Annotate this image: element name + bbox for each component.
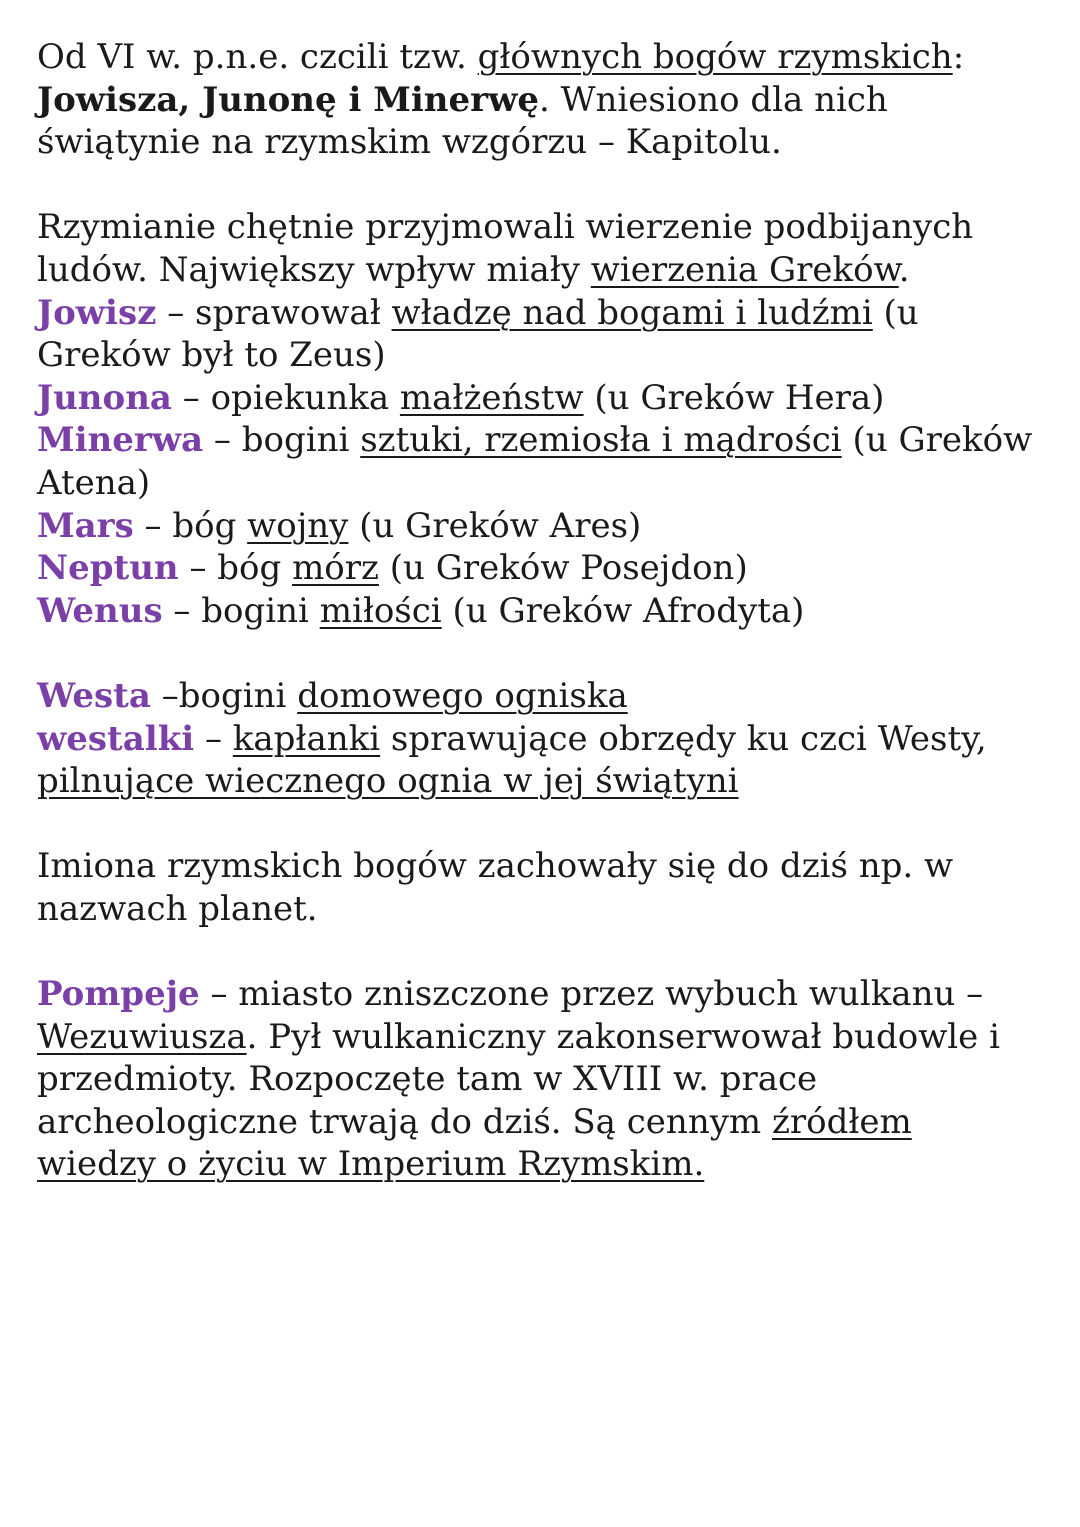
paragraph-westa: [37, 675, 1040, 803]
paragraph-planets: [37, 845, 1040, 930]
text: – bogini: [203, 420, 361, 461]
underlined-term: mórz: [292, 548, 379, 589]
text: sprawujące obrzędy ku czci Westy,: [380, 718, 987, 759]
underlined-term: domowego ogniska: [297, 675, 628, 716]
underlined-term: władzę nad bogami i ludźmi: [391, 292, 873, 333]
text: .: [898, 249, 910, 290]
underlined-term: sztuki, rzemiosła i mądrości: [360, 420, 842, 461]
god-entry-wenus: [37, 590, 1040, 633]
paragraph-greek-influence: [37, 206, 1040, 632]
god-name: Neptun: [37, 548, 179, 589]
underlined-term: kapłanki: [232, 718, 381, 759]
god-entry-neptun: [37, 547, 1040, 590]
god-name: Wenus: [37, 590, 163, 631]
text: . Wniesiono dla nich świątynie na rzymskim wzgórzu – Kapitolu.: [37, 79, 888, 163]
text: (u Greków Posejdon): [378, 548, 748, 589]
underlined-term: źródłem wiedzy o życiu w Imperium Rzymskim.: [37, 1101, 912, 1185]
text: Imiona rzymskich bogów zachowały się do dziś np. w nazwach planet.: [37, 846, 954, 929]
paragraph-pompeje: [37, 973, 1040, 1186]
god-name: Mars: [37, 505, 134, 546]
god-entry-junona: [37, 377, 1040, 420]
underlined-term: Wezuwiusza: [37, 1016, 247, 1057]
god-entry-jowisz: [37, 292, 1040, 377]
text: – miasto zniszczone przez wybuch wulkanu –: [199, 974, 984, 1015]
term-name: westalki: [37, 718, 195, 759]
text: . Pył wulkaniczny zakonserwował budowle i przedmioty. Rozpoczęte tam w XVIII w. prace archeologiczne trwają do dziś. Są cennym: [37, 1016, 1000, 1142]
text: (u Greków Atena): [37, 420, 1033, 503]
westa-entry: [37, 675, 1040, 718]
underlined-term: wierzenia Greków: [590, 249, 899, 290]
god-entry-mars: [37, 505, 1040, 548]
text: (u Greków Ares): [348, 505, 642, 546]
text: – sprawował: [156, 292, 392, 333]
god-name: Junona: [37, 377, 172, 418]
text: Od VI w. p.n.e. czcili tzw.: [37, 37, 478, 77]
underlined-term: małżeństw: [399, 377, 584, 418]
text: – bóg: [133, 505, 248, 546]
god-entry-minerwa: [37, 419, 1040, 504]
god-name: Westa: [37, 675, 151, 716]
text: –bogini: [150, 675, 298, 716]
paragraph-main-gods: [37, 36, 1040, 164]
text: – bogini: [162, 590, 320, 631]
god-name: Minerwa: [37, 420, 204, 461]
god-name: Jowisz: [37, 292, 157, 333]
underlined-term: wojny: [247, 505, 349, 546]
bold-gods-list: Jowisza, Junonę i Minerwę: [37, 79, 539, 120]
text: (u Greków był to Zeus): [37, 292, 919, 376]
text: :: [952, 37, 965, 77]
text: (u Greków Afrodyta): [441, 590, 805, 631]
westalki-entry: [37, 718, 1040, 803]
underlined-term: miłości: [319, 590, 442, 631]
term-name: Pompeje: [37, 974, 200, 1015]
text: – opiekunka: [171, 377, 400, 418]
underlined-term: głównych bogów rzymskich: [477, 37, 953, 77]
text: – bóg: [178, 548, 293, 589]
text: –: [194, 718, 233, 759]
text: Rzymianie chętnie przyjmowali wierzenie podbijanych ludów. Największy wpływ miały: [37, 207, 974, 290]
text: (u Greków Hera): [583, 377, 885, 418]
underlined-term: pilnujące wiecznego ognia w jej świątyni: [37, 761, 739, 802]
